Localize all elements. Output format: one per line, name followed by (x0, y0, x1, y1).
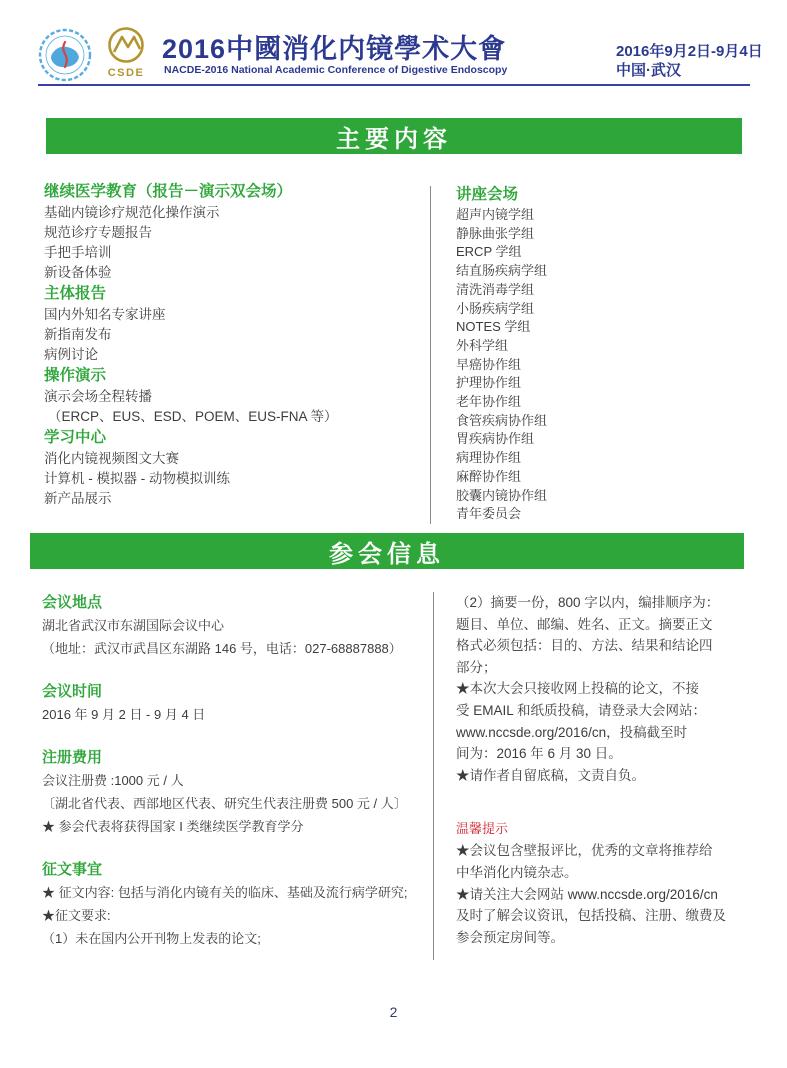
conference-date-location (616, 42, 763, 80)
content-line: 规范诊疗专题报告 (44, 225, 152, 240)
content-line: 及时了解会议资讯，包括投稿、注册、缴费及 (456, 908, 726, 924)
content-line: 新指南发布 (44, 327, 112, 342)
section-heading: 操作演示 (44, 367, 107, 384)
banner-info-label: 参会信息 (329, 540, 445, 568)
meeting-info-column (42, 592, 442, 950)
banner-main-label: 主要内容 (336, 125, 452, 153)
tips-heading: 温馨提示 (456, 821, 509, 837)
content-line: 早癌协作组 (456, 356, 522, 372)
education-program-column (44, 181, 429, 509)
content-line: 手把手培训 (44, 245, 112, 260)
content-line: ★ 征文内容: 包括与消化内镜有关的临床、基础及流行病学研究; (42, 885, 408, 900)
content-line: 结直肠疾病学组 (456, 263, 548, 279)
content-line: 静脉曲张学组 (456, 225, 535, 241)
content-line: 超声内镜学组 (456, 207, 535, 222)
banner-participation-info (30, 533, 744, 569)
content-line: 〔湖北省代表、西部地区代表、研究生代表注册费 500 元 / 人〕 (42, 796, 407, 811)
content-line: 中华消化内镜杂志。 (456, 864, 578, 880)
content-line: ★征文要求: (42, 908, 111, 923)
content-line: ★ 参会代表将获得国家 I 类继续医学教育学分 (42, 819, 304, 834)
content-line: NOTES 学组 (456, 319, 531, 335)
content-line: 小肠疾病学组 (456, 300, 535, 316)
section-heading: 会议时间 (42, 683, 103, 700)
content-line: 清洗消毒学组 (456, 281, 535, 297)
content-line: 格式必须包括：目的、方法、结果和结论四 (456, 638, 713, 654)
content-line: 食管疾病协作组 (456, 412, 548, 428)
content-line: 演示会场全程转播 (44, 389, 152, 404)
content-line: 青年委员会 (456, 506, 522, 522)
content-line: ★请关注大会网站 www.nccsde.org/2016/cn (456, 886, 718, 902)
page-number: 2 (389, 1004, 398, 1020)
lecture-venues-column (456, 183, 746, 524)
section-heading: 讲座会场 (456, 186, 519, 203)
cma-emblem-icon (38, 27, 92, 88)
section-heading: 主体报告 (44, 285, 107, 302)
column-divider (433, 592, 434, 960)
csde-label: CSDE (107, 67, 145, 79)
header-rule (38, 84, 750, 86)
section-heading: 学习中心 (44, 429, 107, 446)
csde-emblem-icon (99, 26, 153, 79)
content-line: （ERCP、EUS、ESD、POEM、EUS-FNA 等） (48, 409, 338, 424)
content-line: 湖北省武汉市东湖国际会议中心 (42, 618, 225, 633)
content-line: （2）摘要一份，800 字以内，编排顺序为： (456, 595, 720, 610)
content-line: 病理协作组 (456, 450, 522, 466)
content-line: 胃疾病协作组 (456, 431, 535, 447)
content-line: 计算机 - 模拟器 - 动物模拟训练 (44, 471, 230, 486)
content-line: 部分； (456, 659, 497, 675)
content-line: 麻醉协作组 (456, 468, 522, 484)
content-line: ★会议包含壁报评比，优秀的文章将推荐给 (456, 843, 713, 859)
content-line: 外科学组 (456, 337, 509, 353)
content-line: 病例讨论 (44, 347, 98, 362)
content-line: 护理协作组 (456, 375, 522, 391)
content-line: 间为：2016 年 6 月 30 日。 (456, 746, 622, 762)
section-heading: 继续医学教育（报告－演示双会场） (44, 183, 293, 200)
content-line: 受 EMAIL 和纸质投稿，请登录大会网站： (456, 702, 707, 718)
content-line: （1）未在国内公开刊物上发表的论文; (42, 931, 261, 946)
content-line: 老年协作组 (456, 394, 522, 410)
column-divider (430, 186, 431, 524)
content-line: ★本次大会只接收网上投稿的论文，不接 (456, 681, 699, 697)
content-line: （地址：武汉市武昌区东湖路 146 号，电话：027-68887888） (42, 641, 402, 656)
conference-subtitle: NACDE-2016 National Academic Conference of Digestive Endoscopy (164, 64, 508, 76)
section-heading: 征文事宜 (42, 861, 103, 878)
banner-main-content (46, 118, 742, 154)
content-line: 会议注册费 :1000 元 / 人 (42, 773, 184, 788)
content-line: 胶囊内镜协作组 (456, 487, 548, 503)
conference-title: 2016中國消化内镜學术大會 (162, 34, 507, 64)
conference-date: 2016年9月2日-9月4日 (616, 43, 763, 60)
section-heading: 会议地点 (42, 594, 103, 611)
content-line: ★请作者自留底稿，文责自负。 (456, 767, 645, 783)
section-heading: 注册费用 (42, 749, 103, 766)
content-line: 国内外知名专家讲座 (44, 307, 166, 322)
content-line: 2016 年 9 月 2 日 - 9 月 4 日 (42, 707, 206, 722)
content-line: www.nccsde.org/2016/cn，投稿截至时 (456, 724, 688, 740)
content-line: ERCP 学组 (456, 244, 522, 260)
content-line: 题目、单位、邮编、姓名、正文。摘要正文 (456, 616, 713, 632)
content-line: 新设备体验 (44, 265, 112, 280)
content-line: 参会预定房间等。 (456, 929, 564, 945)
content-line: 新产品展示 (44, 491, 112, 506)
content-line: 基础内镜诊疗规范化操作演示 (44, 205, 220, 220)
content-line: 消化内镜视频图文大赛 (44, 451, 179, 466)
submission-info-column (456, 592, 756, 948)
conference-location: 中国·武汉 (616, 62, 681, 79)
